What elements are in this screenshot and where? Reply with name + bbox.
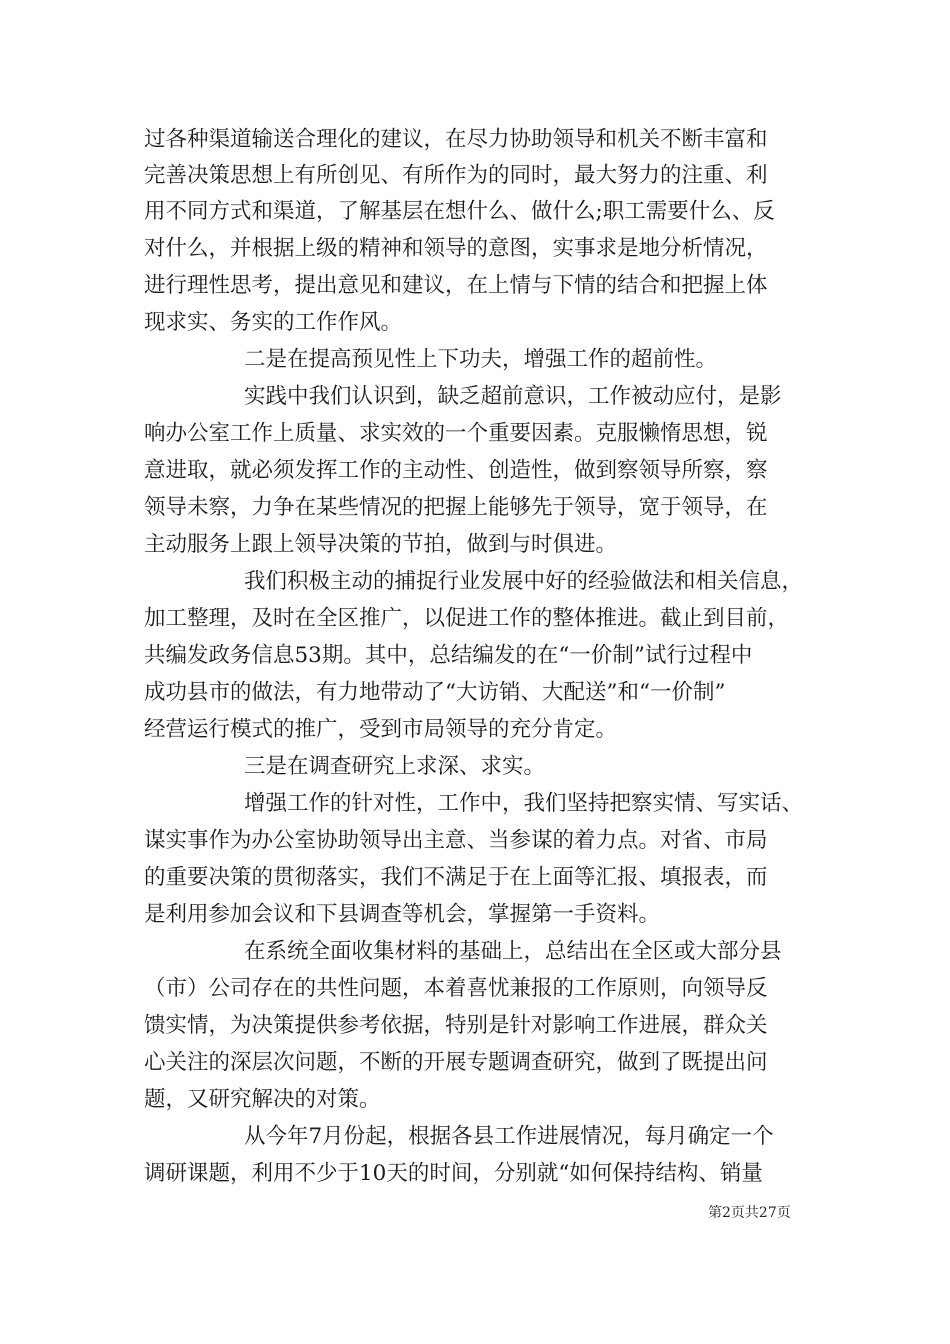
- text-line: 现求实、务实的工作作风。: [144, 310, 403, 335]
- text-line: 领导未察，力争在某些情况的把握上能够先于领导，宽于领导，在: [144, 495, 768, 520]
- text-line: 的重要决策的贯彻落实，我们不满足于在上面等汇报、填报表，而: [144, 865, 768, 890]
- section-heading: 三是在调查研究上求深、求实。: [244, 754, 546, 779]
- text-line: 响办公室工作上质量、求实效的一个重要因素。克服懒惰思想，锐: [144, 421, 768, 446]
- text-line: 主动服务上跟上领导决策的节拍，做到与时俱进。: [144, 532, 618, 557]
- text-line: 馈实情，为决策提供参考依据，特别是针对影响工作进展，群众关: [144, 1013, 768, 1038]
- text-line: 我们积极主动的捕捉行业发展中好的经验做法和相关信息，: [244, 569, 804, 594]
- text-line: 过各种渠道输送合理化的建议，在尽力协助领导和机关不断丰富和: [144, 127, 768, 152]
- text-line: 成功县市的做法，有力地带动了“大访销、大配送”和“一价制”: [144, 680, 726, 705]
- text-line: 实践中我们认识到，缺乏超前意识，工作被动应付，是影: [244, 384, 782, 409]
- section-heading: 二是在提高预见性上下功夫，增强工作的超前性。: [244, 347, 718, 372]
- text-line: 意进取，就必须发挥工作的主动性、创造性，做到察领导所察，察: [144, 458, 768, 483]
- text-line: 谋实事作为办公室协助领导出主意、当参谋的着力点。对省、市局: [144, 828, 768, 853]
- text-line: 进行理性思考，提出意见和建议，在上情与下情的结合和把握上体: [144, 273, 768, 298]
- text-line: 完善决策思想上有所创见、有所作为的同时，最大努力的注重、利: [144, 163, 768, 188]
- text-line: 对什么，并根据上级的精神和领导的意图，实事求是地分析情况，: [144, 236, 768, 261]
- text-line: 加工整理，及时在全区推广，以促进工作的整体推进。截止到目前，: [144, 606, 790, 631]
- text-line: 调研课题，利用不少于10天的时间，分别就“如何保持结构、销量: [144, 1161, 763, 1186]
- text-line: 心关注的深层次问题，不断的开展专题调查研究，做到了既提出问: [144, 1050, 768, 1075]
- text-line: 经营运行模式的推广，受到市局领导的充分肯定。: [144, 717, 618, 742]
- text-line: 是利用参加会议和下县调查等机会，掌握第一手资料。: [144, 902, 661, 927]
- text-line: 从今年7月份起，根据各县工作进展情况，每月确定一个: [244, 1124, 774, 1149]
- text-line: 共编发政务信息53期。其中，总结编发的在“一价制”试行过程中: [144, 643, 753, 668]
- text-line: 在系统全面收集材料的基础上，总结出在全区或大部分县: [244, 939, 782, 964]
- text-line: 增强工作的针对性，工作中，我们坚持把察实情、写实话、: [244, 791, 804, 816]
- text-line: （市）公司存在的共性问题，本着喜忧兼报的工作原则，向领导反: [144, 976, 768, 1001]
- page-number-footer: 第2页共27页: [708, 1205, 791, 1221]
- text-line: 题，又研究解决的对策。: [144, 1087, 381, 1112]
- text-line: 用不同方式和渠道，了解基层在想什么、做什么;职工需要什么、反: [144, 199, 775, 224]
